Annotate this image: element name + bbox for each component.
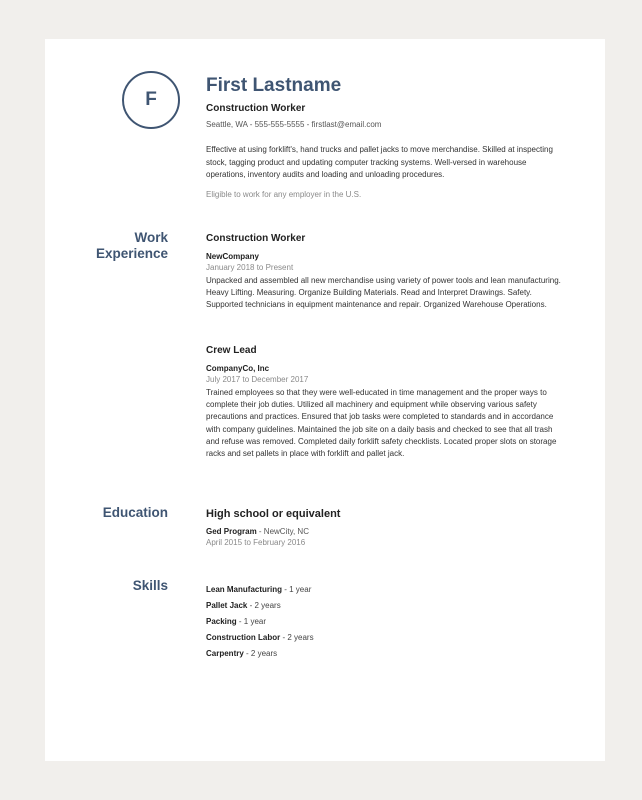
monogram-avatar: F xyxy=(122,71,180,129)
skill-item xyxy=(206,649,566,665)
skill-item xyxy=(206,601,566,617)
job-title: Construction Worker xyxy=(206,233,306,244)
section-title-line: Experience xyxy=(95,246,168,261)
school-line xyxy=(206,527,566,537)
contact-info: Seattle, WA - 555-555-5555 - firstlast@email.com xyxy=(206,120,382,129)
job-description: Unpacked and assembled all new merchandise using variety of power tools and lean manufacturing. Heavy Lifting. Measuring. Organize Building Materials. Read and Interpret Drawings. Safety. Supported technicians in equipment maintenance and repair. Organized Warehouse Operations. xyxy=(206,276,561,310)
skill-name: Packing xyxy=(206,617,237,626)
skills-list xyxy=(206,585,566,665)
job-description: Trained employees so that they were well-educated in time management and the proper ways to complete their job duties. Utilized all machinery and equipment while observing various safety precautions and practices. Ensured that job tasks were completed to standards and in accordance with company guidelines. Maintained the job site on a daily basis and checked to see that all trash and refuse was removed. Completed daily forklift safety checklists. Located proper slots on storage racks and set pallets in place with forklift and pallet jack. xyxy=(206,388,557,459)
company-name: NewCompany xyxy=(206,252,259,261)
resume-header xyxy=(206,75,566,130)
skill-item xyxy=(206,617,566,633)
section-title-line: Work xyxy=(134,230,168,245)
skill-level: - 2 years xyxy=(247,601,281,610)
professional-summary: Effective at using forklift's, hand trucks and pallet jacks to move merchandise. Skilled at inspecting stock, tagging product and updating computer tracking systems. Well-versed in warehouse operations, inventory audits and loading and unloading procedures. xyxy=(206,145,553,179)
job-entry xyxy=(206,233,566,312)
skill-name: Pallet Jack xyxy=(206,601,248,610)
job-title: Crew Lead xyxy=(206,345,257,356)
skill-level: - 2 years xyxy=(243,649,278,658)
candidate-title: Construction Worker xyxy=(206,103,306,114)
resume-page xyxy=(45,39,605,761)
skill-name: Lean Manufacturing xyxy=(206,585,283,594)
company-name: CompanyCo, Inc xyxy=(206,364,270,373)
education-entry xyxy=(206,508,566,548)
degree: High school or equivalent xyxy=(206,508,341,520)
skill-item xyxy=(206,633,566,649)
education-dates: April 2015 to February 2016 xyxy=(206,538,306,547)
section-title-skills: Skills xyxy=(132,578,168,593)
section-title-work-experience xyxy=(96,230,168,262)
skill-name: Construction Labor xyxy=(206,633,281,642)
school-name: Ged Program xyxy=(206,527,257,536)
skill-level: - 1 year xyxy=(236,617,267,626)
skill-level: - 1 year xyxy=(282,585,312,594)
job-dates: January 2018 to Present xyxy=(206,263,294,272)
work-eligibility: Eligible to work for any employer in the U.S. xyxy=(206,190,362,199)
candidate-name: First Lastname xyxy=(206,75,342,96)
job-dates: July 2017 to December 2017 xyxy=(206,375,309,384)
skill-name: Carpentry xyxy=(206,649,244,658)
skill-item xyxy=(206,585,566,601)
job-entry xyxy=(206,345,566,460)
section-title-education: Education xyxy=(102,505,168,520)
school-location: - NewCity, NC xyxy=(256,527,309,536)
skill-level: - 2 years xyxy=(280,633,314,642)
